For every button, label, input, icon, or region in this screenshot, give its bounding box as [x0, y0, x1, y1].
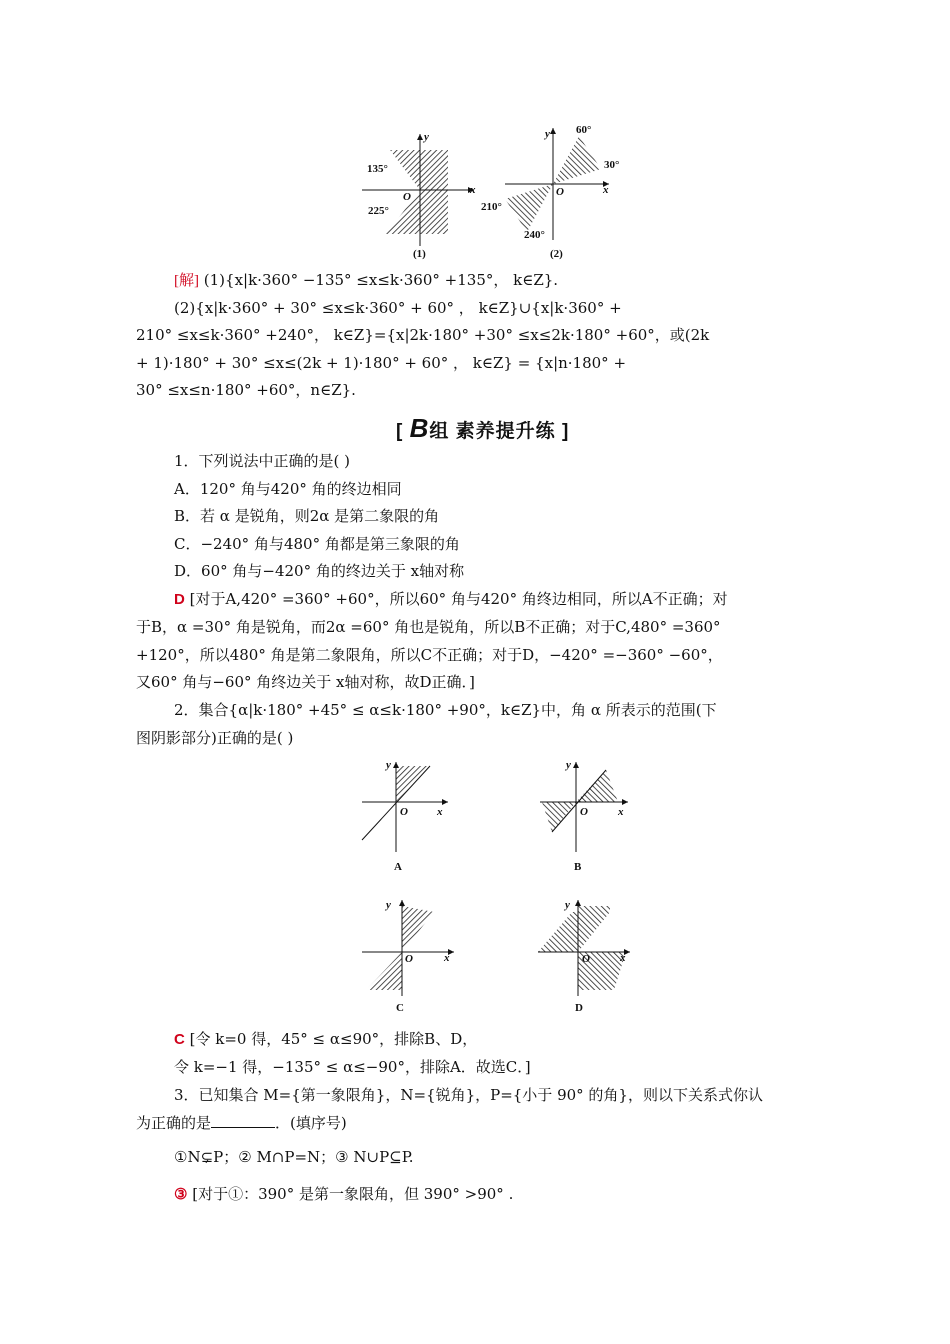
graph-c-x-label: x: [444, 952, 450, 964]
q1-explanation-3: +120°，所以480° 角是第二象限角，所以C不正确；对于D，−420° =−360° −60°，: [136, 646, 723, 664]
q3-stem-2b: ．(填序号): [275, 1114, 347, 1132]
fig2-angle-60: 60°: [576, 124, 592, 136]
solution-line-4: + 1)·180° + 30° ≤x≤(2k + 1)·180° + 60° ， k∈Z} = {x|n·180° +: [136, 354, 627, 372]
graph-b-x-label: x: [618, 806, 624, 818]
graph-c-caption: C: [396, 1002, 404, 1014]
graph-d-x-label: x: [620, 952, 626, 964]
fig2-shaded-lower: [505, 184, 553, 232]
q3-stem-2: [136, 1113, 347, 1133]
q2-exp-text-1: [令 k=0 得，45° ≤ α≤90°，排除B、D，: [184, 1030, 478, 1048]
fig1-x-label: x: [470, 184, 476, 196]
q1-explanation-4: 又60° 角与−60° 角终边关于 x轴对称，故D正确．]: [136, 673, 475, 691]
q3-exp-text-1: [对于①：390° 是第一象限角，但 390° >90° .: [187, 1185, 514, 1203]
graph-a-caption: A: [394, 861, 402, 873]
q1-option-d: D．60° 角与−420° 角的终边关于 x轴对称: [174, 562, 465, 580]
q1-option-b: B．若 α 是锐角，则2α 是第二象限的角: [174, 507, 440, 525]
solution-text-1: (1){x|k·360° −135° ≤x≤k·360° +135°， k∈Z}.: [203, 271, 559, 289]
solution-line-3: 210° ≤x≤k·360° +240°， k∈Z}={x|2k·180° +30° ≤x≤2k·180° +60°，或(2k: [136, 326, 710, 344]
fig2-caption: (2): [550, 248, 563, 260]
q3-stem-1: 3．已知集合 M={第一象限角}，N={锐角}，P={小于 90° 的角}，则以下关系式你认: [174, 1086, 763, 1104]
q1-option-c: C．−240° 角与480° 角都是第三象限的角: [174, 535, 460, 553]
graph-d-origin: O: [582, 953, 590, 965]
q1-option-a: A．120° 角与420° 角的终边相同: [174, 480, 402, 498]
fig2-x-label: x: [603, 184, 609, 196]
solution-tag: [解]: [174, 273, 199, 289]
heading-open-bracket: [: [396, 421, 404, 442]
graph-c-y-label: y: [386, 899, 391, 911]
heading-close-bracket: ]: [561, 421, 570, 442]
q2-graph-c: [360, 898, 460, 998]
fig1-origin: O: [403, 191, 411, 203]
q1-exp-text-1: [对于A,420° =360° +60°，所以60° 角与420° 角终边相同，所以A不正确；对: [184, 590, 728, 608]
q1-explanation-1: [174, 589, 728, 610]
fig2-shaded-upper: [553, 136, 601, 184]
fig1-shaded-region: [386, 150, 448, 234]
solution-line-1: [174, 270, 558, 291]
fig1-angle-225: 225°: [368, 205, 389, 217]
q2-stem-2: 图阴影部分)正确的是( ): [136, 729, 294, 747]
heading-title: 组 素养提升练: [429, 421, 556, 442]
q1-stem: 1．下列说法中正确的是( ): [174, 452, 351, 470]
q2-stem-1: 2．集合{α|k·180° +45° ≤ α≤k·180° +90°，k∈Z}中，角 α 所表示的范围(下: [174, 701, 717, 719]
q3-stem-2a: 为正确的是: [136, 1114, 212, 1132]
graph-c-shaded-upper: [402, 906, 434, 952]
q1-explanation-2: 于B，α =30° 角是锐角，而2α =60° 角也是锐角，所以B不正确；对于C,480° =360°: [136, 618, 721, 636]
q2-answer: C: [174, 1031, 185, 1048]
q3-answer-blank[interactable]: [211, 1113, 275, 1128]
q3-options: ①N⊊P；② M∩P=N；③ N∪P⊆P.: [174, 1148, 414, 1166]
fig2-y-label: y: [545, 128, 550, 140]
q1-answer: D: [174, 591, 185, 608]
graph-a-y-label: y: [386, 759, 391, 771]
graph-b-caption: B: [574, 861, 582, 873]
figure-1: [362, 128, 482, 258]
fig2-angle-240: 240°: [524, 229, 545, 241]
q3-explanation-1: [174, 1184, 513, 1205]
solution-line-5: 30° ≤x≤n·180° +60°，n∈Z}.: [136, 381, 356, 399]
graph-c-origin: O: [405, 953, 413, 965]
fig2-angle-30: 30°: [604, 159, 620, 171]
q3-answer: ③: [174, 1186, 188, 1203]
fig1-caption: (1): [413, 248, 426, 260]
q2-graph-d: [536, 898, 636, 998]
graph-d-caption: D: [575, 1002, 583, 1014]
fig2-origin: O: [556, 186, 564, 198]
graph-a-x-label: x: [437, 806, 443, 818]
graph-b-origin: O: [580, 806, 588, 818]
q2-explanation-2: 令 k=−1 得，−135° ≤ α≤−90°，排除A．故选C．]: [174, 1058, 531, 1076]
section-heading: [396, 413, 569, 444]
graph-a-origin: O: [400, 806, 408, 818]
graph-d-y-label: y: [565, 899, 570, 911]
fig1-y-label: y: [424, 131, 429, 143]
fig1-angle-135: 135°: [367, 163, 388, 175]
graph-c-shaded-lower: [366, 952, 402, 990]
graph-b-shaded-lower: [542, 802, 576, 832]
heading-group-letter: B: [409, 413, 430, 443]
solution-line-2: (2){x|k·360° + 30° ≤x≤k·360° + 60° ， k∈Z}∪{x|k·360° +: [174, 299, 622, 317]
q2-explanation-1: [174, 1029, 477, 1050]
graph-b-y-label: y: [566, 759, 571, 771]
fig2-angle-210: 210°: [481, 201, 502, 213]
